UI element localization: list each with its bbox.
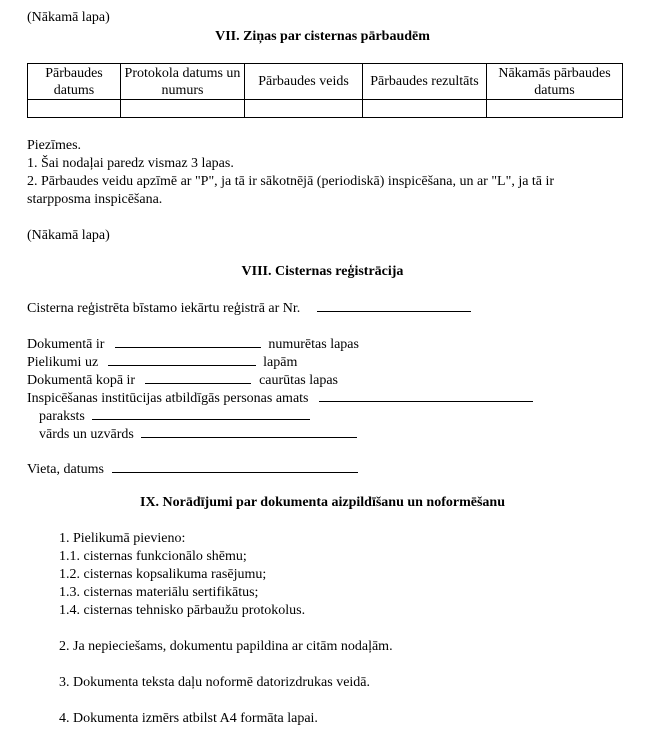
section-9-title: IX. Norādījumi par dokumenta aizpildīšanu un noformēšanu xyxy=(140,495,505,510)
registry-number-label: Cisterna reģistrēta bīstamo iekārtu reģistrā ar Nr. xyxy=(27,301,301,316)
document-pages-label: Dokumentā ir xyxy=(27,337,105,352)
table-cell[interactable] xyxy=(245,100,363,118)
registry-number-field[interactable] xyxy=(317,299,471,312)
inspection-table xyxy=(27,63,623,118)
document-pages-suffix: numurētas lapas xyxy=(268,337,359,352)
table-cell[interactable] xyxy=(487,100,623,118)
total-pages-label: Dokumentā kopā ir xyxy=(27,373,136,388)
next-page-note-2: (Nākamā lapa) xyxy=(27,228,110,243)
appendix-pages-field[interactable] xyxy=(108,353,256,366)
total-pages-row xyxy=(27,371,338,389)
table-row xyxy=(28,100,623,118)
position-row xyxy=(27,389,533,407)
table-header-row xyxy=(28,64,623,100)
signature-label: paraksts xyxy=(39,409,85,424)
document-pages-row xyxy=(27,335,359,353)
name-label: vārds un uzvārds xyxy=(39,427,134,442)
instruction-1-2: 1.2. cisternas kopsalikuma rasējumu; xyxy=(59,567,267,582)
place-date-label: Vieta, datums xyxy=(27,462,104,477)
instruction-1-3: 1.3. cisternas materiālu sertifikātus; xyxy=(59,585,259,600)
section-8-title: VIII. Cisternas reģistrācija xyxy=(241,264,404,279)
place-date-row xyxy=(27,460,358,478)
name-field[interactable] xyxy=(141,425,357,438)
note-item-1: 1. Šai nodaļai paredz vismaz 3 lapas. xyxy=(27,156,234,171)
document-pages-field[interactable] xyxy=(115,335,261,348)
col-inspection-date: Pārbaudes datums xyxy=(28,64,121,100)
instruction-2: 2. Ja nepieciešams, dokumentu papildina ar citām nodaļām. xyxy=(59,639,393,654)
place-date-field[interactable] xyxy=(112,460,358,473)
section-7-title: VII. Ziņas par cisternas pārbaudēm xyxy=(215,29,430,44)
table-cell[interactable] xyxy=(28,100,121,118)
table-cell[interactable] xyxy=(121,100,245,118)
instruction-1-4: 1.4. cisternas tehnisko pārbaužu protokolus. xyxy=(59,603,306,618)
col-inspection-result: Pārbaudes rezultāts xyxy=(363,64,487,100)
col-protocol-date-number: Protokola datums un numurs xyxy=(121,64,245,100)
total-pages-suffix: caurūtas lapas xyxy=(259,373,339,388)
appendix-pages-label: Pielikumi uz xyxy=(27,355,99,370)
col-next-inspection-date: Nākamās pārbaudes datums xyxy=(487,64,623,100)
instruction-3: 3. Dokumenta teksta daļu noformē datorizdrukas veidā. xyxy=(59,675,371,690)
position-field[interactable] xyxy=(319,389,533,402)
next-page-note-1: (Nākamā lapa) xyxy=(27,10,110,25)
note-item-2-line-2: starpposma inspicēšana. xyxy=(27,192,163,207)
notes-heading: Piezīmes. xyxy=(27,138,82,153)
instruction-4: 4. Dokumenta izmērs atbilst A4 formāta lapai. xyxy=(59,711,318,726)
appendix-pages-row xyxy=(27,353,297,371)
instruction-1: 1. Pielikumā pievieno: xyxy=(59,531,186,546)
total-pages-field[interactable] xyxy=(145,371,251,384)
name-row xyxy=(39,425,357,443)
position-label: Inspicēšanas institūcijas atbildīgās personas amats xyxy=(27,391,309,406)
col-inspection-type: Pārbaudes veids xyxy=(245,64,363,100)
appendix-pages-suffix: lapām xyxy=(263,355,298,370)
registry-number-row xyxy=(27,299,471,317)
signature-field[interactable] xyxy=(92,407,310,420)
table-cell[interactable] xyxy=(363,100,487,118)
signature-row xyxy=(39,407,310,425)
instruction-1-1: 1.1. cisternas funkcionālo shēmu; xyxy=(59,549,247,564)
note-item-2-line-1: 2. Pārbaudes veidu apzīmē ar "P", ja tā ir sākotnējā (periodiskā) inspicēšana, un ar "L", ja tā ir xyxy=(27,174,555,189)
